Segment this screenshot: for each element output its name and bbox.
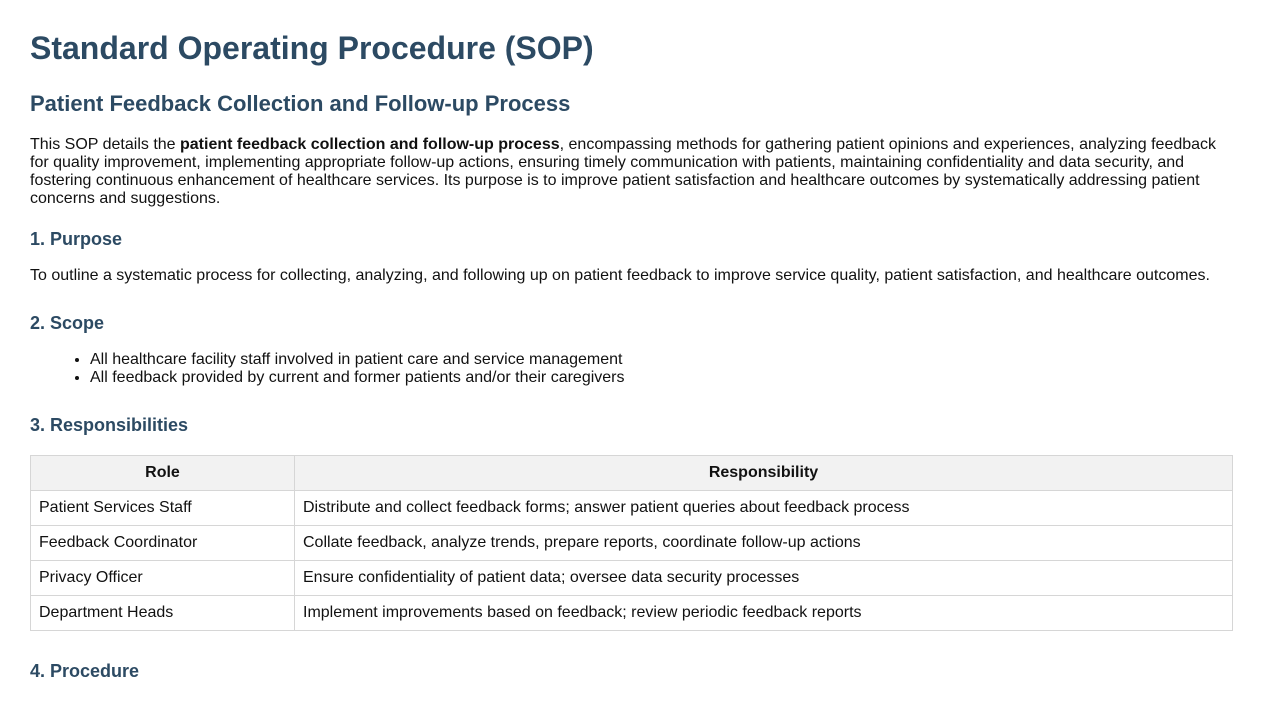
intro-bold: patient feedback collection and follow-up process bbox=[180, 136, 560, 153]
responsibilities-heading: 3. Responsibilities bbox=[30, 415, 189, 435]
purpose-text: To outline a systematic process for collecting, analyzing, and following up on patient feedback to improve service quality, patient satisfaction, and healthcare outcomes. bbox=[30, 267, 1210, 284]
scope-item: • All feedback provided by current and former patients and/or their caregivers bbox=[90, 369, 1233, 387]
table-row bbox=[31, 491, 1233, 526]
table-row bbox=[31, 526, 1233, 561]
table-row bbox=[31, 596, 1233, 631]
document-subtitle: Patient Feedback Collection and Follow-up Process bbox=[30, 91, 571, 116]
purpose-heading: 1. Purpose bbox=[30, 229, 123, 249]
scope-heading: 2. Scope bbox=[30, 313, 105, 333]
role-cell: Department Heads bbox=[31, 596, 295, 631]
intro-paragraph bbox=[30, 136, 1233, 208]
scope-list bbox=[30, 351, 1233, 387]
role-cell: Feedback Coordinator bbox=[31, 526, 295, 561]
role-cell: Patient Services Staff bbox=[31, 491, 295, 526]
responsibility-cell: Implement improvements based on feedback; review periodic feedback reports bbox=[295, 596, 1233, 631]
column-header-role: Role bbox=[31, 456, 295, 491]
column-header-responsibility: Responsibility bbox=[295, 456, 1233, 491]
responsibility-cell: Ensure confidentiality of patient data; oversee data security processes bbox=[295, 561, 1233, 596]
responsibility-cell: Collate feedback, analyze trends, prepare reports, coordinate follow-up actions bbox=[295, 526, 1233, 561]
responsibility-cell: Distribute and collect feedback forms; answer patient queries about feedback process bbox=[295, 491, 1233, 526]
scope-item: • All healthcare facility staff involved in patient care and service management bbox=[90, 351, 1233, 369]
intro-suffix: , encompassing methods for gathering patient opinions and experiences, analyzing feedback for quality improvement, implementing appropriate follow-up actions, ensuring timely communication with patients, maintaining confidentiality and data security, and fostering continuous enhancement of healthcare services. Its purpose is to improve patient satisfaction and healthcare outcomes by systematically addressing patient concerns and suggestions. bbox=[30, 136, 1217, 207]
document-title: Standard Operating Procedure (SOP) bbox=[30, 30, 594, 66]
role-cell: Privacy Officer bbox=[31, 561, 295, 596]
procedure-heading: 4. Procedure bbox=[30, 661, 140, 681]
table-row bbox=[31, 561, 1233, 596]
table-header-row bbox=[31, 456, 1233, 491]
intro-prefix: This SOP details the bbox=[30, 136, 180, 153]
responsibilities-table bbox=[30, 455, 1233, 631]
